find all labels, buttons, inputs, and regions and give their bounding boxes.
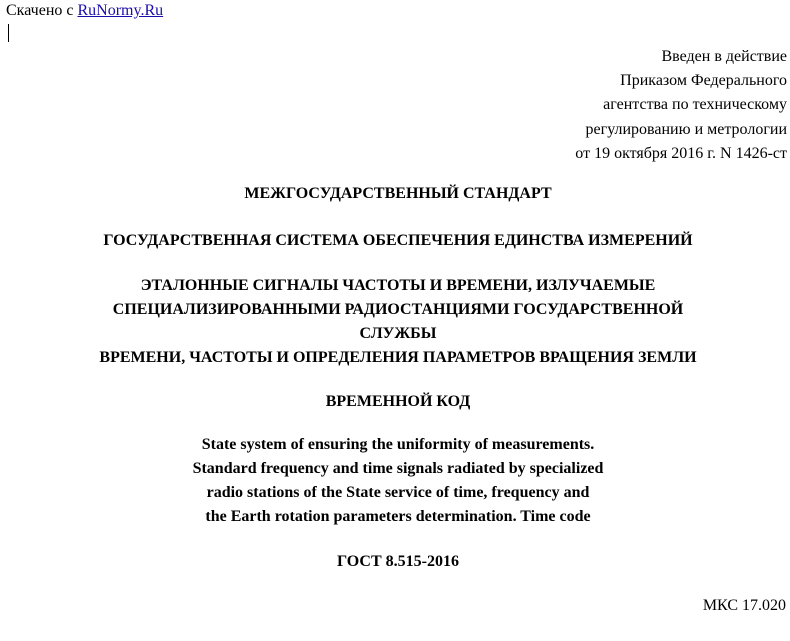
english-title-line: the Earth rotation parameters determination. Time code (205, 508, 591, 525)
standard-type-heading (0, 182, 790, 206)
system-title: ГОСУДАРСТВЕННАЯ СИСТЕМА ОБЕСПЕЧЕНИЯ ЕДИНСТВА ИЗМЕРЕНИЙ (103, 232, 693, 249)
title-line: ЭТАЛОННЫЕ СИГНАЛЫ ЧАСТОТЫ И ВРЕМЕНИ, ИЗЛУЧАЕМЫЕ (140, 277, 656, 294)
source-prefix: Скачено с (6, 2, 78, 19)
standard-type: МЕЖГОСУДАРСТВЕННЫЙ СТАНДАРТ (244, 185, 552, 202)
document-title (0, 274, 790, 370)
title-line: ВРЕМЕНИ, ЧАСТОТЫ И ОПРЕДЕЛЕНИЯ ПАРАМЕТРОВ ВРАЩЕНИЯ ЗЕМЛИ (99, 349, 697, 366)
enactment-line: Приказом Федерального (620, 72, 787, 90)
enactment-line: агентства по техническому (603, 96, 787, 114)
title-line: СПЕЦИАЛИЗИРОВАННЫМИ РАДИОСТАНЦИЯМИ ГОСУДАРСТВЕННОЙ (112, 301, 684, 318)
title-line: СЛУЖБЫ (359, 325, 437, 342)
gost-number: ГОСТ 8.515-2016 (337, 553, 459, 570)
mks-code: МКС 17.020 (702, 597, 786, 614)
enactment-block (575, 45, 787, 166)
english-title-line: State system of ensuring the uniformity of measurements. (201, 436, 595, 453)
subtitle-heading (0, 390, 790, 414)
source-link[interactable]: RuNormy.Ru (77, 2, 164, 19)
enactment-line: Введен в действие (661, 48, 787, 65)
gost-number-heading (0, 550, 790, 574)
english-title (0, 433, 790, 529)
enactment-line: от 19 октября 2016 г. N 1426-ст (575, 144, 787, 162)
english-title-line: Standard frequency and time signals radiated by specialized (192, 460, 604, 477)
system-heading (0, 229, 790, 253)
text-cursor (8, 24, 9, 42)
english-title-line: radio stations of the State service of time, frequency and (206, 484, 590, 501)
enactment-line: регулированию и метрологии (585, 120, 787, 138)
subtitle: ВРЕМЕННОЙ КОД (325, 393, 471, 410)
source-line (6, 1, 163, 21)
